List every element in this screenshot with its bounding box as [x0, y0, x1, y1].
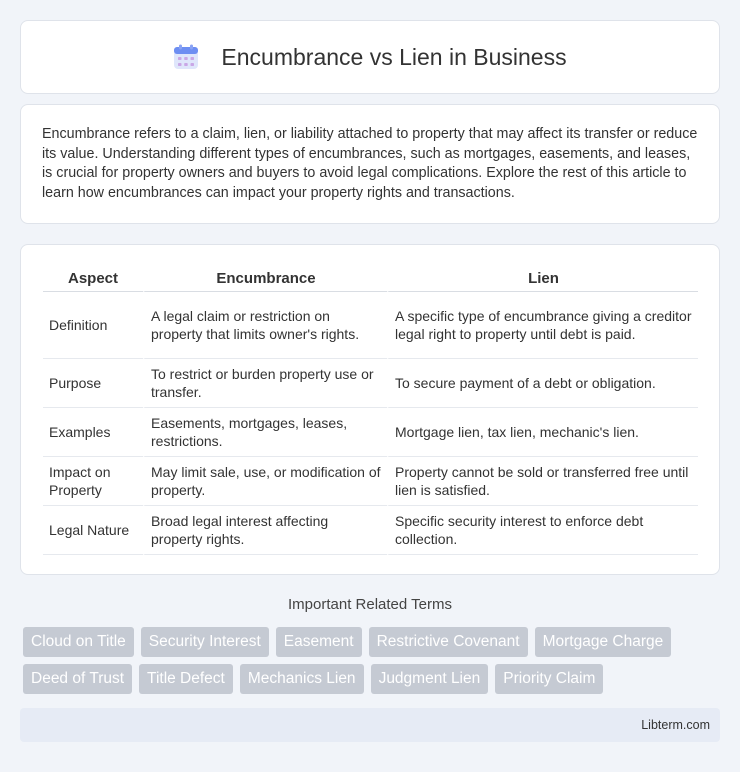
- footer: [20, 708, 720, 742]
- row-aspect: Purpose: [43, 359, 143, 408]
- tag-row: [23, 627, 723, 657]
- page-title: Encumbrance vs Lien in Business: [221, 43, 567, 70]
- table-row: [43, 408, 698, 457]
- row-aspect: Legal Nature: [43, 506, 143, 555]
- table-header-row: [43, 265, 698, 292]
- tag-deed-of-trust[interactable]: Deed of Trust: [23, 664, 132, 694]
- tag-row: [23, 664, 723, 694]
- intro-text: Encumbrance refers to a claim, lien, or liability attached to property that may affect its transfer or reduce its value. Understanding different types of encumbrances, such as mortgages, easements, and leases, is crucial for property owners and buyers to avoid legal complications. Explore the rest of this article to learn how encumbrances can impact your property rights and transactions.: [42, 126, 698, 201]
- row-encumbrance: To restrict or burden property use or transfer.: [143, 359, 387, 408]
- tag-mortgage-charge[interactable]: Mortgage Charge: [535, 627, 672, 657]
- row-encumbrance: May limit sale, use, or modification of property.: [143, 457, 387, 506]
- table-row: [43, 457, 698, 506]
- tag-title-defect[interactable]: Title Defect: [139, 664, 233, 694]
- intro-card: [20, 104, 720, 224]
- comparison-table: [43, 265, 698, 555]
- row-lien: Property cannot be sold or transferred free until lien is satisfied.: [387, 457, 698, 506]
- comparison-table-card: [20, 244, 720, 575]
- tag-mechanics-lien[interactable]: Mechanics Lien: [240, 664, 364, 694]
- footer-site-name[interactable]: Libterm.com: [641, 718, 710, 732]
- row-aspect: Examples: [43, 408, 143, 457]
- row-lien: Specific security interest to enforce debt collection.: [387, 506, 698, 555]
- tag-easement[interactable]: Easement: [276, 627, 362, 657]
- tag-cloud-on-title[interactable]: Cloud on Title: [23, 627, 134, 657]
- row-encumbrance: Easements, mortgages, leases, restrictions.: [143, 408, 387, 457]
- tag-priority-claim[interactable]: Priority Claim: [495, 664, 603, 694]
- related-terms-tags: [23, 627, 723, 701]
- row-aspect: Impact on Property: [43, 457, 143, 506]
- header-lien: Lien: [387, 265, 698, 292]
- row-lien: A specific type of encumbrance giving a creditor legal right to property until debt is paid.: [387, 292, 698, 359]
- row-aspect: Definition: [43, 292, 143, 359]
- related-terms-title: Important Related Terms: [288, 596, 452, 613]
- tag-security-interest[interactable]: Security Interest: [141, 627, 269, 657]
- row-lien: To secure payment of a debt or obligation.: [387, 359, 698, 408]
- header-card: [20, 20, 720, 94]
- table-row: [43, 506, 698, 555]
- header-aspect: Aspect: [43, 265, 143, 292]
- row-lien: Mortgage lien, tax lien, mechanic's lien.: [387, 408, 698, 457]
- table-row: [43, 292, 698, 359]
- tag-restrictive-covenant[interactable]: Restrictive Covenant: [369, 627, 528, 657]
- tag-judgment-lien[interactable]: Judgment Lien: [371, 664, 489, 694]
- row-encumbrance: Broad legal interest affecting property rights.: [143, 506, 387, 555]
- calendar-icon: [173, 44, 199, 70]
- table-row: [43, 359, 698, 408]
- row-encumbrance: A legal claim or restriction on property that limits owner's rights.: [143, 292, 387, 359]
- header-encumbrance: Encumbrance: [143, 265, 387, 292]
